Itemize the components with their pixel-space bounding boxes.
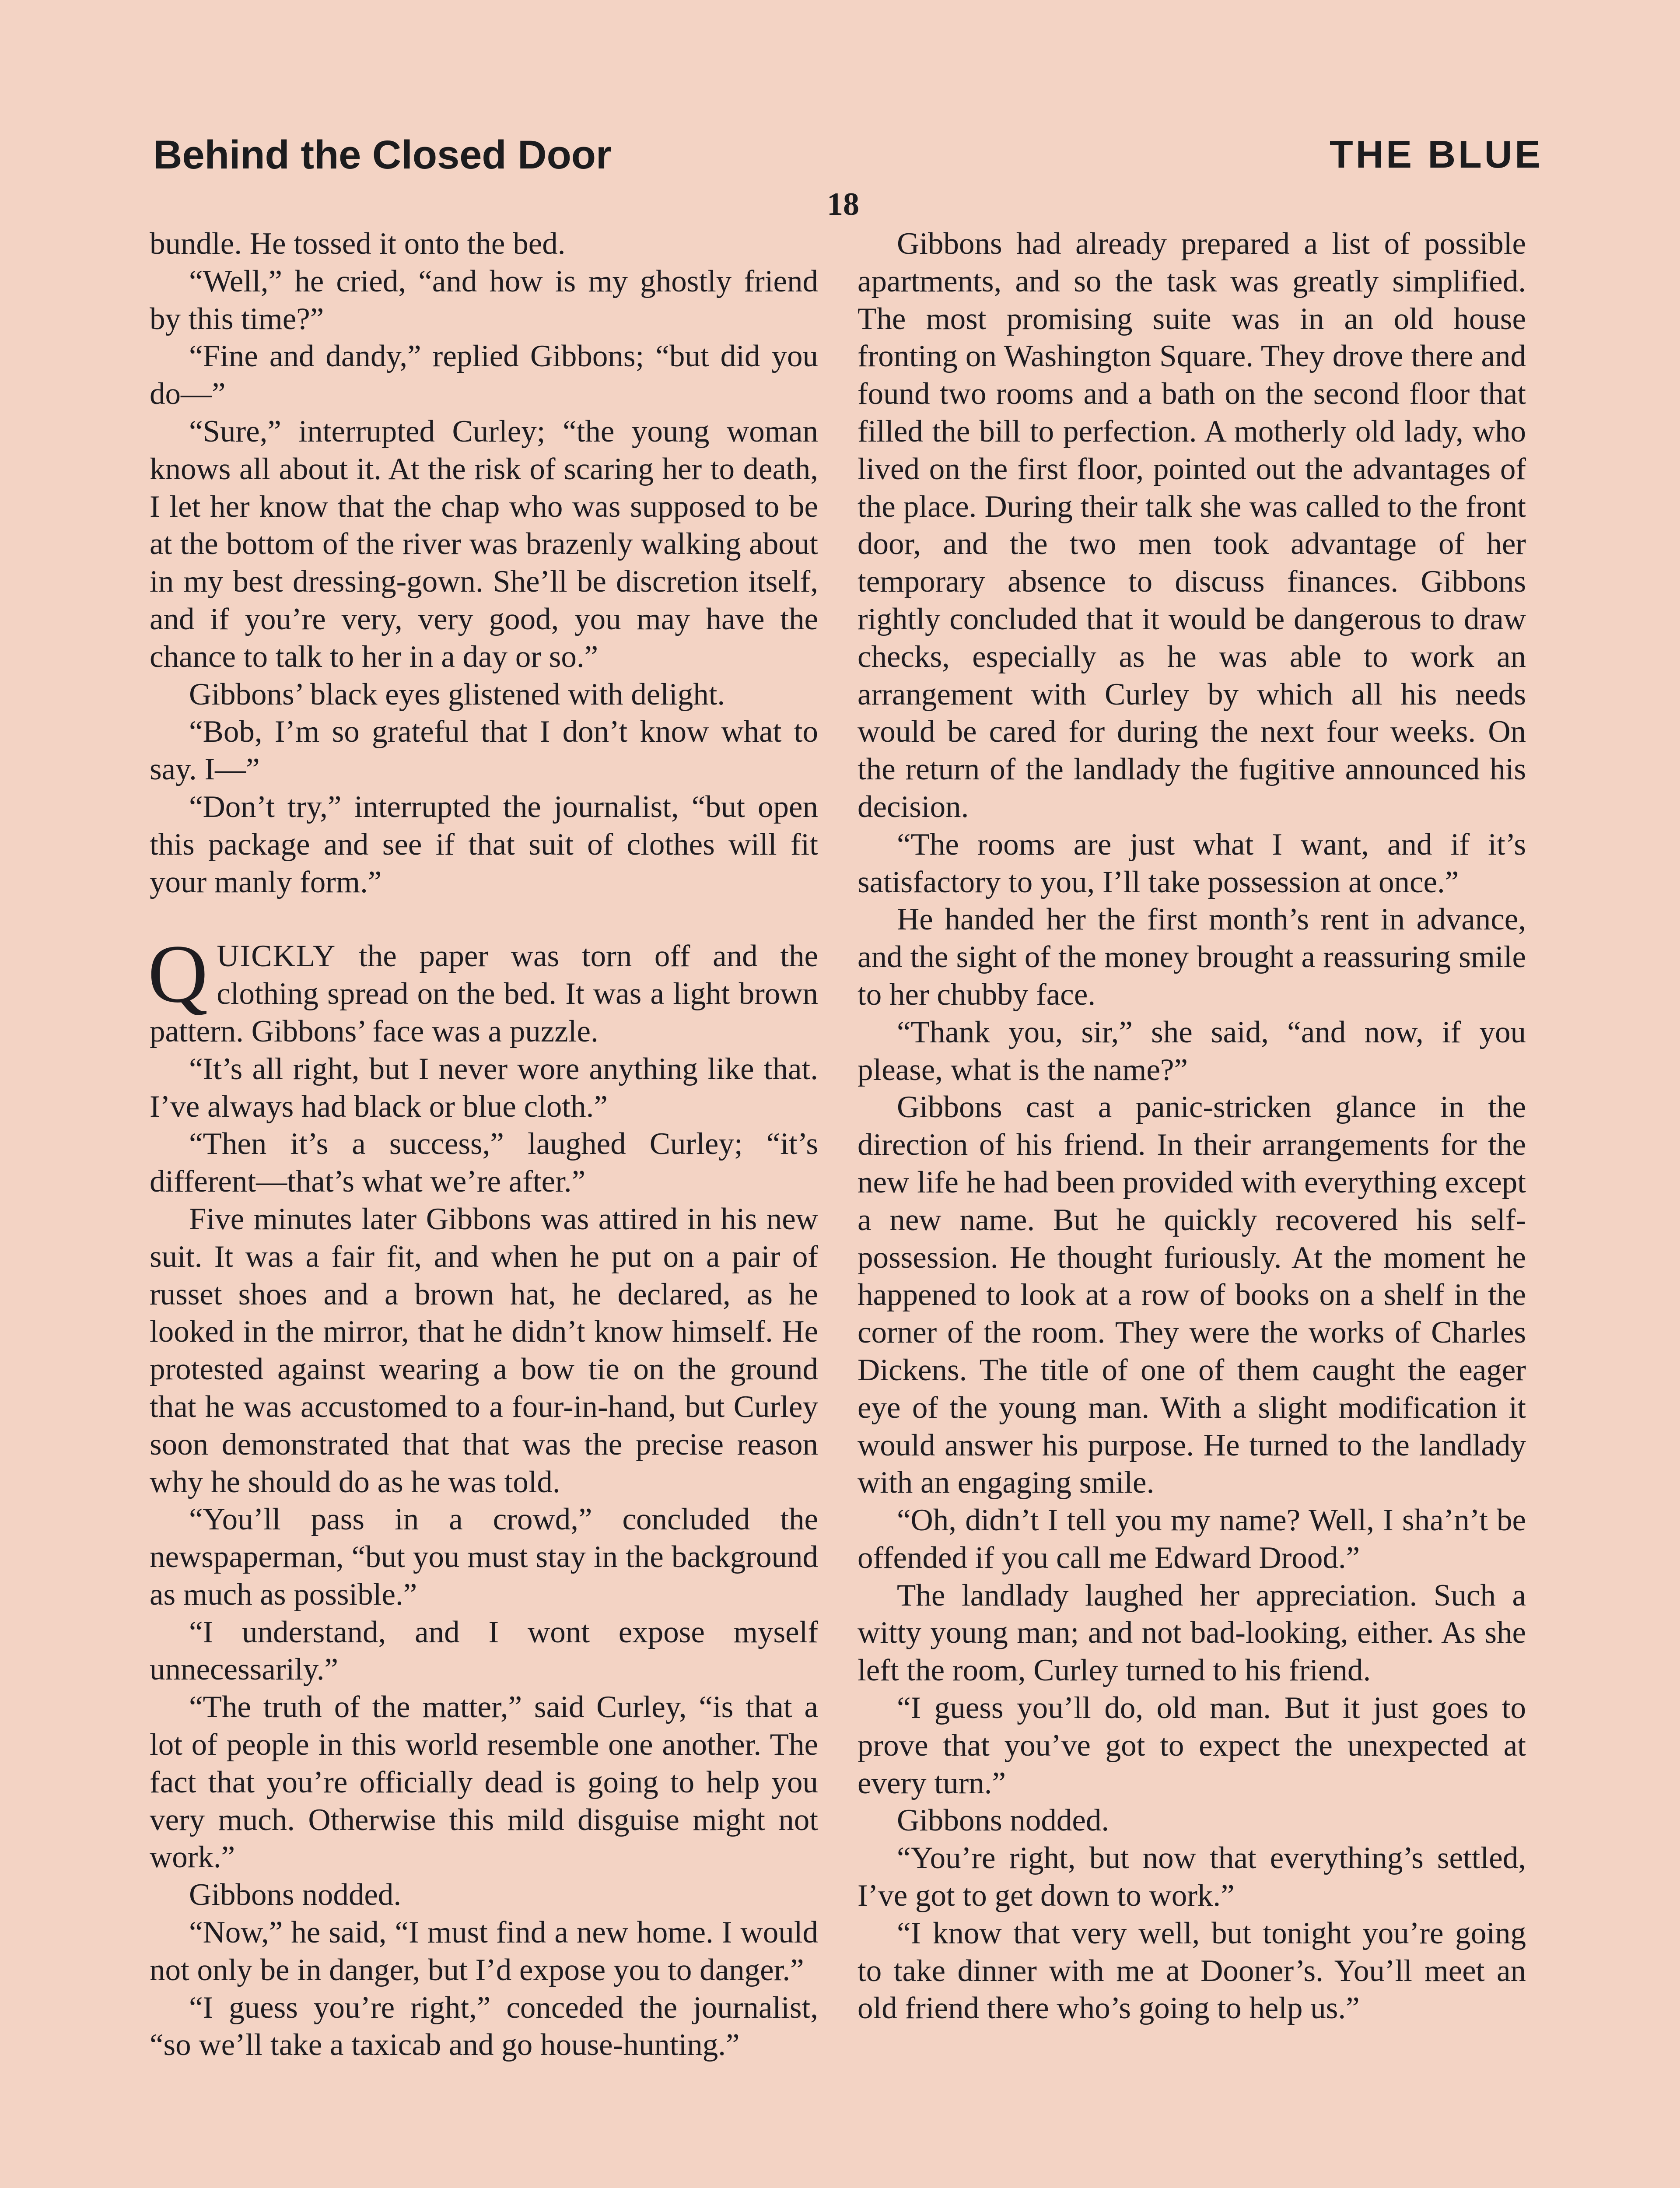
paragraph: “Now,” he said, “I must find a new home. I would not only be in danger, but I’d expose you to danger.” <box>150 1915 818 1987</box>
paragraph: “I guess you’re right,” conceded the journalist, “so we’ll take a taxicab and go house-hunting.” <box>150 1990 818 2062</box>
paragraph: “I understand, and I wont expose myself unnecessarily.” <box>150 1615 818 1687</box>
page-number: 18 <box>827 186 859 222</box>
paragraph: “Oh, didn’t I tell you my name? Well, I sha’n’t be offended if you call me Edward Drood.” <box>858 1503 1526 1575</box>
paragraph: “Then it’s a success,” laughed Curley; “it’s different—that’s what we’re after.” <box>150 1127 818 1199</box>
paragraph: “Don’t try,” interrupted the journalist, “but open this package and see if that suit of clothes will fit your manly form.” <box>150 789 818 899</box>
paragraph: Gibbons’ black eyes glistened with delight. <box>189 677 725 712</box>
paragraph: Five minutes later Gibbons was attired in his new suit. It was a fair fit, and when he put on a pair of russet shoes and a brown hat, he declared, as he looked in the mirror, that he didn’t know himself. He protested against wearing a bow tie on the ground that he was accustomed to a four-in-hand, but Curley soon demonstrated that that was the precise reason why he should do as he was told. <box>150 1202 818 1499</box>
paragraph: “Thank you, sir,” she said, “and now, if you please, what is the name?” <box>858 1015 1526 1087</box>
paragraph: “The truth of the matter,” said Curley, “is that a lot of people in this world resemble one another. The fact that you’re officially dead is going to help you very much. Otherwise this mild disguise might not work.” <box>150 1690 818 1875</box>
left-text-column <box>150 225 818 2064</box>
paragraph: “I know that very well, but tonight you’re going to take dinner with me at Dooner’s. You’ll meet an old friend there who’s going to help us.” <box>858 1916 1526 2026</box>
paragraph: Gibbons nodded. <box>897 1803 1110 1838</box>
smallcaps-lead: UICKLY <box>217 939 336 974</box>
paragraph-rest: the paper was torn off and the clothing spread on the bed. It was a light brown pattern. Gibbons’ face was a puzzle. <box>150 939 818 1048</box>
paragraph: He handed her the first month’s rent in advance, and the sight of the money brought a reassuring smile to her chubby face. <box>858 902 1526 1012</box>
paragraph: “Sure,” interrupted Curley; “the young woman knows all about it. At the risk of scaring her to death, I let her know that the chap who was supposed to be at the bottom of the river was brazenly walking about in my best dressing-gown. She’ll be discretion itself, and if you’re very, very good, you may have the chance to talk to her in a day or so.” <box>150 414 818 674</box>
paragraph: “You’re right, but now that everything’s settled, I’ve got to get down to work.” <box>858 1841 1526 1913</box>
paragraph: “You’ll pass in a crowd,” concluded the newspaperman, “but you must stay in the background as much as possible.” <box>150 1502 818 1612</box>
paragraph: “Well,” he cried, “and how is my ghostly friend by this time?” <box>150 264 818 336</box>
right-text-column <box>858 225 1526 2027</box>
paragraph: Gibbons had already prepared a list of possible apartments, and so the task was greatly simplified. The most promising suite was in an old house fronting on Washington Square. They drove there and found two rooms and a bath on the second floor that filled the bill to perfection. A motherly old lady, who lived on the first floor, pointed out the advantages of the place. During their talk she was called to the front door, and the two men took advantage of her temporary absence to discuss finances. Gibbons rightly concluded that it would be dangerous to draw checks, especially as he was able to work an arrangement with Curley by which all his needs would be cared for during the next four weeks. On the return of the landlady the fugitive announced his decision. <box>858 227 1526 824</box>
story-title-header: Behind the Closed Door <box>153 133 612 177</box>
paragraph: Gibbons cast a panic-stricken glance in the direction of his friend. In their arrangements for the new life he had been provided with everything except a new name. But he quickly recovered his self-possession. He thought furiously. At the moment he happened to look at a row of books on a shelf in the corner of the room. They were the works of Charles Dickens. The title of one of them caught the eager eye of the young man. With a slight modification it would answer his purpose. He turned to the landlady with an engaging smile. <box>858 1090 1526 1500</box>
paragraph: “Fine and dandy,” replied Gibbons; “but did you do—” <box>150 339 818 411</box>
paragraph: bundle. He tossed it onto the bed. <box>150 227 566 261</box>
paragraph: “The rooms are just what I want, and if it’s satisfactory to you, I’ll take possession at once.” <box>858 827 1526 899</box>
paragraph: Gibbons nodded. <box>189 1878 402 1912</box>
dropcap-paragraph <box>148 928 818 1050</box>
paragraph: “I guess you’ll do, old man. But it just goes to prove that you’ve got to expect the unexpected at every turn.” <box>858 1691 1526 1800</box>
paragraph: The landlady laughed her appreciation. Such a witty young man; and not bad-looking, either. As she left the room, Curley turned to his friend. <box>858 1578 1526 1688</box>
paragraph: “It’s all right, but I never wore anything like that. I’ve always had black or blue cloth.” <box>150 1052 818 1124</box>
paragraph: “Bob, I’m so grateful that I don’t know what to say. I—” <box>150 715 818 787</box>
magazine-name-header: THE BLUE <box>1330 133 1543 176</box>
drop-cap-letter: Q <box>148 928 208 1020</box>
